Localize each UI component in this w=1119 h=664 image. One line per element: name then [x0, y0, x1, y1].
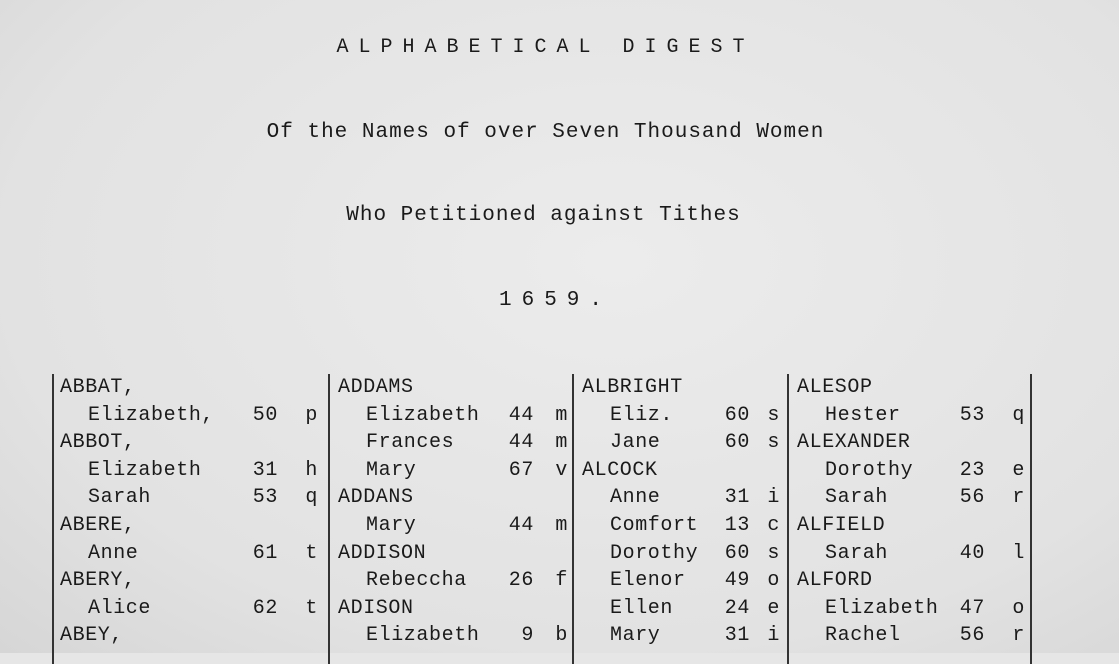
petition-number: 44 — [508, 403, 534, 427]
column-letter: o — [767, 569, 780, 593]
petition-number: 53 — [959, 403, 985, 427]
column-divider — [572, 374, 574, 664]
petition-number: 53 — [252, 486, 278, 510]
document-year: 1659. — [498, 289, 612, 312]
surname-row — [797, 512, 1029, 540]
entry-row — [338, 402, 570, 430]
entry-row — [338, 457, 570, 485]
given-name: Mary — [366, 513, 417, 537]
surname: ADDISON — [338, 541, 427, 565]
surname: ALEXANDER — [797, 431, 911, 455]
column-letter: p — [305, 403, 318, 427]
surname: ADDANS — [338, 486, 414, 510]
surname-row — [60, 374, 322, 402]
entry-row — [60, 484, 322, 512]
column-letter: q — [1012, 403, 1025, 427]
petition-number: 44 — [508, 513, 534, 537]
petition-number: 60 — [724, 431, 750, 455]
column-letter: t — [305, 596, 318, 620]
column-letter: m — [555, 513, 568, 537]
surname-row — [338, 540, 570, 568]
entry-row — [582, 622, 782, 650]
surname: ABBOT, — [60, 431, 136, 455]
petition-number: 62 — [252, 596, 278, 620]
petition-number: 23 — [959, 458, 985, 482]
entry-row — [60, 402, 322, 430]
column-letter: o — [1012, 596, 1025, 620]
subtitle-line-2: Who Petitioned against Tithes — [346, 204, 741, 227]
entry-row — [582, 484, 782, 512]
petition-number: 47 — [959, 596, 985, 620]
index-column — [797, 374, 1029, 650]
column-letter: q — [305, 486, 318, 510]
column-divider — [787, 374, 789, 664]
column-letter: m — [555, 403, 568, 427]
petition-number: 31 — [252, 458, 278, 482]
entry-row — [582, 512, 782, 540]
column-letter: f — [555, 569, 568, 593]
given-name: Sarah — [88, 486, 152, 510]
given-name: Anne — [610, 486, 661, 510]
surname: ADISON — [338, 596, 414, 620]
surname-row — [60, 567, 322, 595]
surname-row — [338, 484, 570, 512]
subtitle-line-1: Of the Names of over Seven Thousand Women — [266, 121, 825, 144]
column-letter: v — [555, 458, 568, 482]
column-letter: l — [1012, 541, 1025, 565]
document-title: ALPHABETICAL DIGEST — [336, 36, 755, 59]
petition-number: 24 — [724, 596, 750, 620]
petition-number: 9 — [521, 624, 534, 648]
surname-row — [60, 622, 322, 650]
column-letter: i — [767, 624, 780, 648]
given-name: Anne — [88, 541, 139, 565]
column-letter: t — [305, 541, 318, 565]
column-letter: r — [1012, 624, 1025, 648]
petition-number: 50 — [252, 403, 278, 427]
column-divider — [52, 374, 54, 664]
given-name: Alice — [88, 596, 152, 620]
column-letter: c — [767, 513, 780, 537]
column-letter: m — [555, 431, 568, 455]
given-name: Hester — [825, 403, 901, 427]
given-name: Elizabeth — [366, 624, 480, 648]
given-name: Elizabeth — [825, 596, 939, 620]
petition-number: 31 — [724, 486, 750, 510]
petition-number: 67 — [508, 458, 534, 482]
column-letter: r — [1012, 486, 1025, 510]
petition-number: 60 — [724, 403, 750, 427]
surname: ALBRIGHT — [582, 376, 683, 399]
surname: ABERE, — [60, 513, 136, 537]
petition-number: 60 — [724, 541, 750, 565]
entry-row — [338, 512, 570, 540]
entry-row — [797, 484, 1029, 512]
entry-row — [60, 595, 322, 623]
surname: ABEY, — [60, 624, 124, 648]
given-name: Elenor — [610, 569, 686, 593]
column-letter: s — [767, 431, 780, 455]
given-name: Frances — [366, 431, 455, 455]
petition-number: 40 — [959, 541, 985, 565]
entry-row — [338, 429, 570, 457]
petition-number: 56 — [959, 486, 985, 510]
given-name: Rebeccha — [366, 569, 467, 593]
given-name: Elizabeth — [366, 403, 480, 427]
column-divider — [328, 374, 330, 664]
surname-row — [60, 512, 322, 540]
index-column — [60, 374, 322, 650]
given-name: Sarah — [825, 486, 889, 510]
given-name: Eliz. — [610, 403, 674, 427]
petition-number: 26 — [508, 569, 534, 593]
petition-number: 13 — [724, 513, 750, 537]
entry-row — [582, 567, 782, 595]
given-name: Elizabeth — [88, 458, 202, 482]
column-letter: i — [767, 486, 780, 510]
surname: ALFORD — [797, 569, 873, 593]
column-letter: e — [767, 596, 780, 620]
given-name: Ellen — [610, 596, 674, 620]
surname: ABERY, — [60, 569, 136, 593]
surname: ALFIELD — [797, 513, 886, 537]
column-letter: b — [555, 624, 568, 648]
surname: ABBAT, — [60, 376, 136, 399]
given-name: Dorothy — [610, 541, 699, 565]
surname: ADDAMS — [338, 376, 414, 399]
surname-row — [797, 567, 1029, 595]
petition-number: 56 — [959, 624, 985, 648]
surname: ALESOP — [797, 376, 873, 399]
surname-row — [338, 374, 570, 402]
entry-row — [582, 402, 782, 430]
surname-row — [582, 457, 782, 485]
given-name: Elizabeth, — [88, 403, 215, 427]
entry-row — [797, 402, 1029, 430]
surname-row — [797, 429, 1029, 457]
entry-row — [338, 567, 570, 595]
surname-row — [338, 595, 570, 623]
entry-row — [338, 622, 570, 650]
surname: ALCOCK — [582, 458, 658, 482]
petition-number: 31 — [724, 624, 750, 648]
given-name: Jane — [610, 431, 661, 455]
entry-row — [582, 540, 782, 568]
given-name: Sarah — [825, 541, 889, 565]
entry-row — [797, 595, 1029, 623]
column-letter: s — [767, 541, 780, 565]
surname-row — [582, 374, 782, 402]
entry-row — [582, 595, 782, 623]
petition-number: 44 — [508, 431, 534, 455]
entry-row — [797, 622, 1029, 650]
given-name: Mary — [610, 624, 661, 648]
column-divider — [1030, 374, 1032, 664]
given-name: Dorothy — [825, 458, 914, 482]
surname-row — [60, 429, 322, 457]
given-name: Mary — [366, 458, 417, 482]
petition-number: 49 — [724, 569, 750, 593]
column-letter: e — [1012, 458, 1025, 482]
entry-row — [797, 540, 1029, 568]
column-letter: s — [767, 403, 780, 427]
index-column — [338, 374, 570, 650]
given-name: Comfort — [610, 513, 699, 537]
entry-row — [797, 457, 1029, 485]
surname-row — [797, 374, 1029, 402]
petition-number: 61 — [252, 541, 278, 565]
column-letter: h — [305, 458, 318, 482]
index-column — [582, 374, 782, 650]
entry-row — [60, 457, 322, 485]
entry-row — [60, 540, 322, 568]
given-name: Rachel — [825, 624, 901, 648]
entry-row — [582, 429, 782, 457]
